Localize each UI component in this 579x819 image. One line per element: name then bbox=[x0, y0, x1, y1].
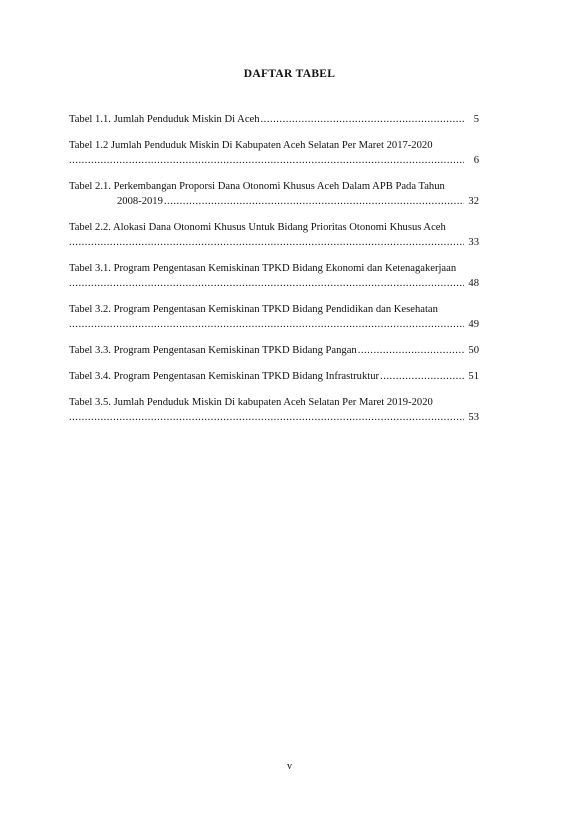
toc-entry[interactable] bbox=[69, 220, 479, 250]
dot-leader bbox=[358, 343, 464, 358]
toc-entry-page: 50 bbox=[468, 345, 479, 356]
toc-entry-title: Tabel 2.2. Alokasi Dana Otonomi Khusus Untuk Bidang Prioritas Otonomi Khusus Aceh bbox=[69, 222, 446, 233]
toc-entry-title: Tabel 3.1. Program Pengentasan Kemiskinan TPKD Bidang Ekonomi dan Ketenagakerjaan bbox=[69, 263, 457, 274]
toc-entry-page: 49 bbox=[468, 319, 479, 330]
toc-entry[interactable] bbox=[69, 138, 479, 168]
toc-entry[interactable] bbox=[69, 302, 479, 332]
toc-entry-title: Tabel 2.1. Perkembangan Proporsi Dana Otonomi Khusus Aceh Dalam APB Pada Tahun bbox=[69, 181, 445, 192]
table-of-tables bbox=[69, 112, 479, 436]
toc-entry-title: Tabel 3.2. Program Pengentasan Kemiskinan TPKD Bidang Pendidikan dan Kesehatan bbox=[69, 304, 438, 315]
dot-leader bbox=[69, 276, 464, 291]
toc-entry-page: 33 bbox=[468, 237, 479, 248]
dot-leader bbox=[69, 153, 464, 168]
page-title: DAFTAR TABEL bbox=[243, 68, 336, 80]
toc-entry-title: Tabel 1.1. Jumlah Penduduk Miskin Di Aceh bbox=[69, 114, 260, 125]
toc-entry-title-continued: 2008-2019 bbox=[117, 196, 163, 207]
dot-leader bbox=[380, 369, 464, 384]
toc-entry[interactable] bbox=[69, 343, 479, 358]
toc-entry[interactable] bbox=[69, 261, 479, 291]
toc-entry[interactable] bbox=[69, 112, 479, 127]
dot-leader bbox=[69, 317, 464, 332]
page-number: v bbox=[287, 761, 292, 772]
toc-entry[interactable] bbox=[69, 369, 479, 384]
toc-entry[interactable] bbox=[69, 395, 479, 425]
toc-entry-page: 48 bbox=[468, 278, 479, 289]
toc-entry-page: 32 bbox=[468, 196, 479, 207]
toc-entry-page: 5 bbox=[473, 114, 479, 125]
toc-entry-page: 53 bbox=[468, 412, 479, 423]
toc-entry-page: 6 bbox=[473, 155, 479, 166]
dot-leader bbox=[69, 410, 464, 425]
toc-entry-title: Tabel 3.3. Program Pengentasan Kemiskinan TPKD Bidang Pangan bbox=[69, 345, 357, 356]
dot-leader bbox=[69, 235, 464, 250]
toc-entry[interactable] bbox=[69, 179, 479, 209]
dot-leader bbox=[261, 112, 464, 127]
toc-entry-title: Tabel 3.5. Jumlah Penduduk Miskin Di kabupaten Aceh Selatan Per Maret 2019-2020 bbox=[69, 397, 433, 408]
toc-entry-title: Tabel 3.4. Program Pengentasan Kemiskinan TPKD Bidang Infrastruktur bbox=[69, 371, 380, 382]
toc-entry-page: 51 bbox=[468, 371, 479, 382]
dot-leader bbox=[164, 194, 464, 209]
toc-entry-title: Tabel 1.2 Jumlah Penduduk Miskin Di Kabupaten Aceh Selatan Per Maret 2017-2020 bbox=[69, 140, 433, 151]
